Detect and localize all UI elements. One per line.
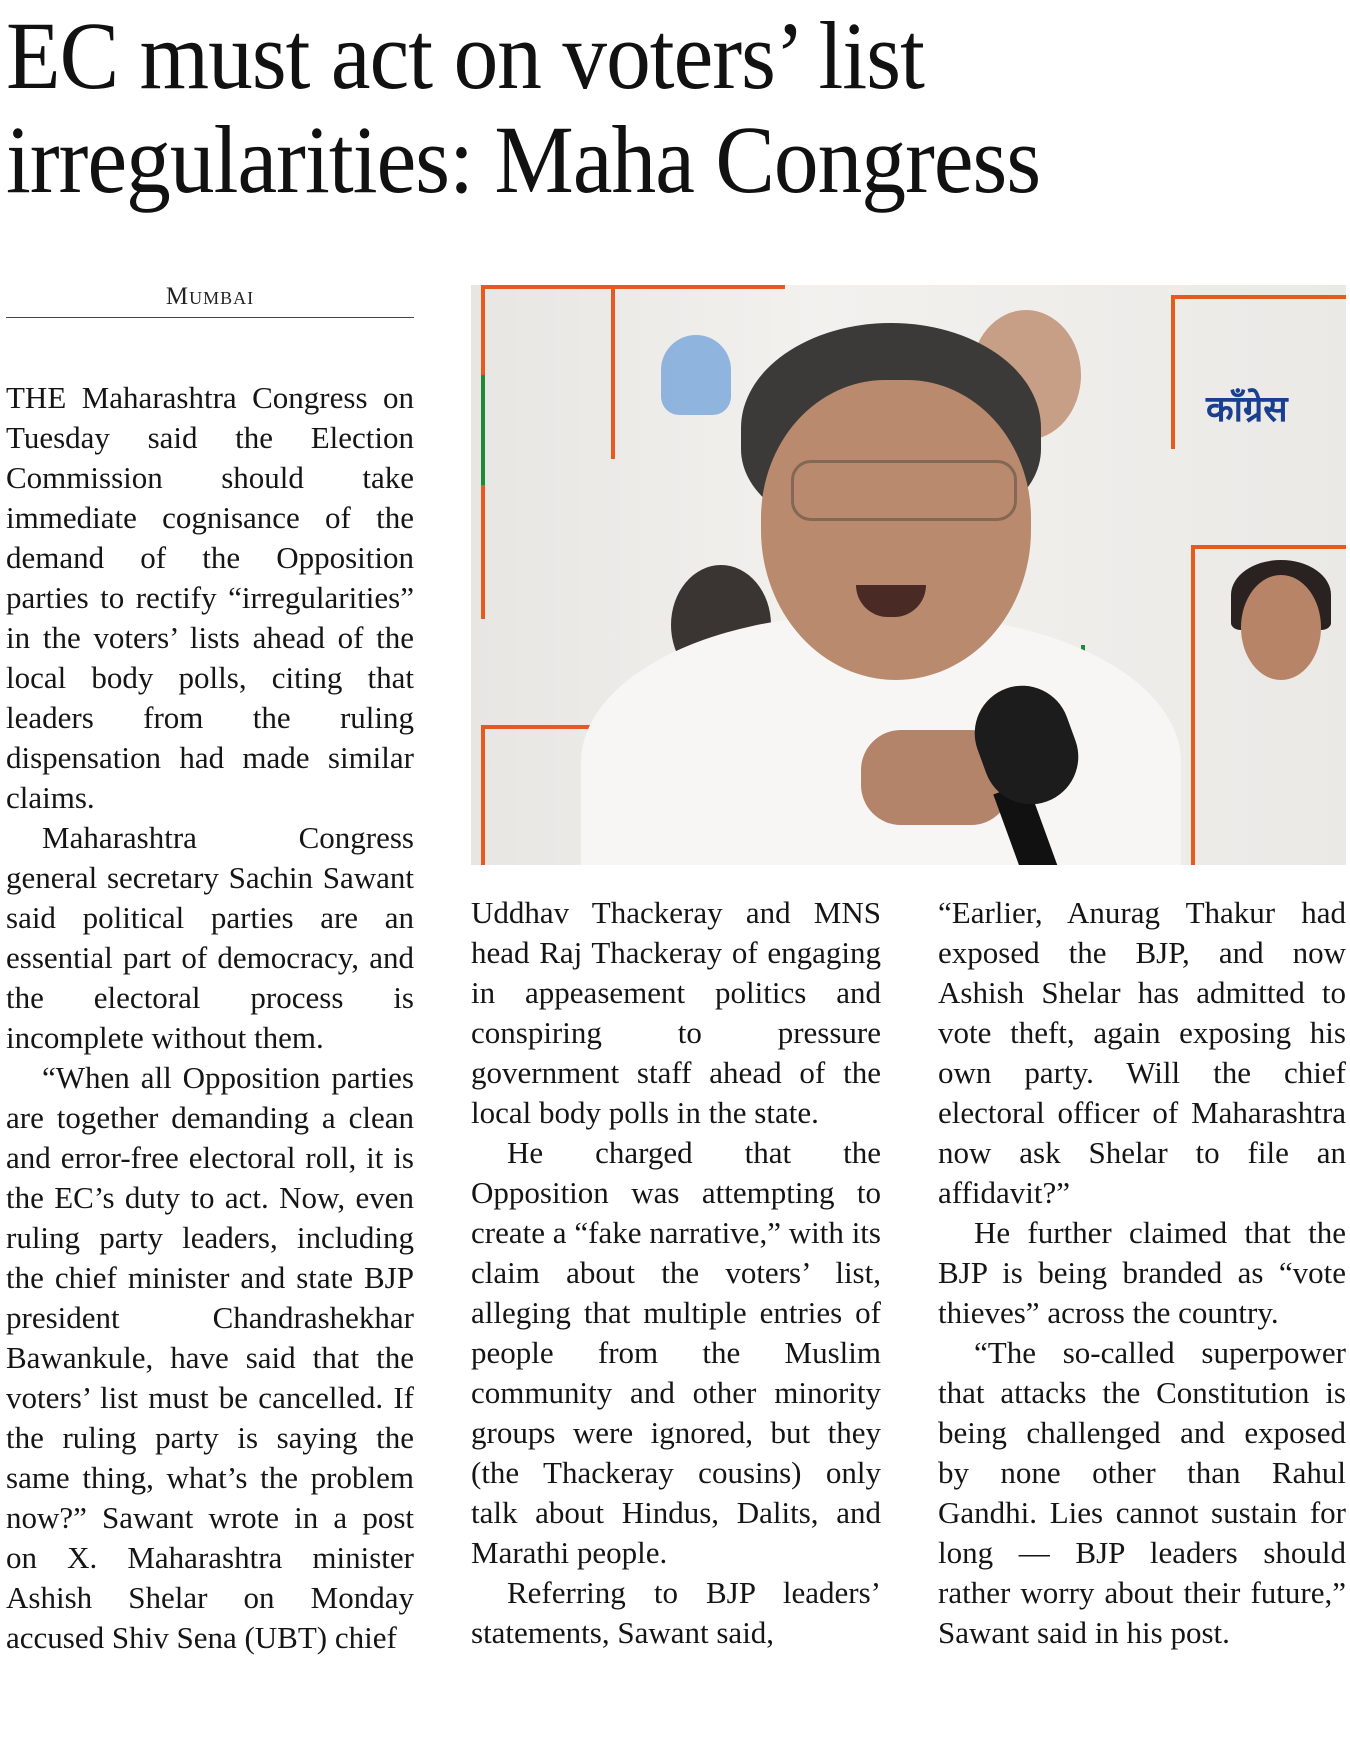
party-label: कॉंग्रेस [1206,389,1288,430]
woman-portrait [1241,575,1321,680]
article-column-3 [938,893,1346,1653]
paragraph: “Earlier, Anurag Thakur had exposed the BJP, and now Ashish Shelar has admitted to vote theft, again exposing his own party. Will the chief electoral officer of Maharashtra now ask Shelar to file an affidavit?” [938,895,1346,1210]
paragraph: Uddhav Thackeray and MNS head Raj Thackeray of engaging in appeasement politics and conspiring to pressure government staff ahead of the local body polls in the state. [471,895,881,1130]
headline-line-2: irregularities: Maha Congress [6,106,1041,213]
paragraph: Maharashtra Congress general secretary Sachin Sawant said political parties are an essential part of democracy, and the electoral process is incomplete without them. [6,820,414,1055]
headline [6,4,1252,212]
congress-hand-logo [661,335,731,415]
paragraph: Referring to BJP leaders’ statements, Sawant said, [471,1575,881,1650]
paragraph: THE Maharashtra Congress on Tuesday said the Election Commission should take immediate cognisance of the demand of the Opposition parties to rectify “irregularities” in the voters’ lists ahead of the local body polls, citing that leaders from the ruling dispensation had made similar claims. [6,380,414,815]
paragraph: He charged that the Opposition was attempting to create a “fake narrative,” with its claim about the voters’ list, alleging that multiple entries of people from the Muslim community and other minority groups were ignored, but they (the Thackeray cousins) only talk about Hindus, Dalits, and Marathi people. [471,1135,881,1570]
paragraph: “When all Opposition parties are together demanding a clean and error-free electoral roll, it is the EC’s duty to act. Now, even ruling party leaders, including the chief minister and state BJP president Chandrashekhar Bawankule, have said that the voters’ list must be cancelled. If the ruling party is saying the same thing, what’s the problem now?” Sawant wrote in a post on X. Maharashtra minister Ashish Shelar on Monday accused Shiv Sena (UBT) chief [6,1060,414,1655]
paragraph: “The so-called superpower that attacks the Constitution is being challenged and exposed by none other than Rahul Gandhi. Lies cannot sustain for long — BJP leaders should rather worry about their future,” Sawant said in his post. [938,1335,1346,1650]
article-photo [471,285,1346,865]
speaker-face [761,380,1031,680]
headline-line-1: EC must act on voters’ list [6,2,924,109]
dateline: Mumbai [6,283,414,318]
paragraph: He further claimed that the BJP is being branded as “vote thieves” across the country. [938,1215,1346,1330]
article-column-2 [471,893,881,1653]
speaker-glasses [791,460,1017,521]
article-column-1 [6,378,414,1658]
poster-frame-green [481,375,485,485]
